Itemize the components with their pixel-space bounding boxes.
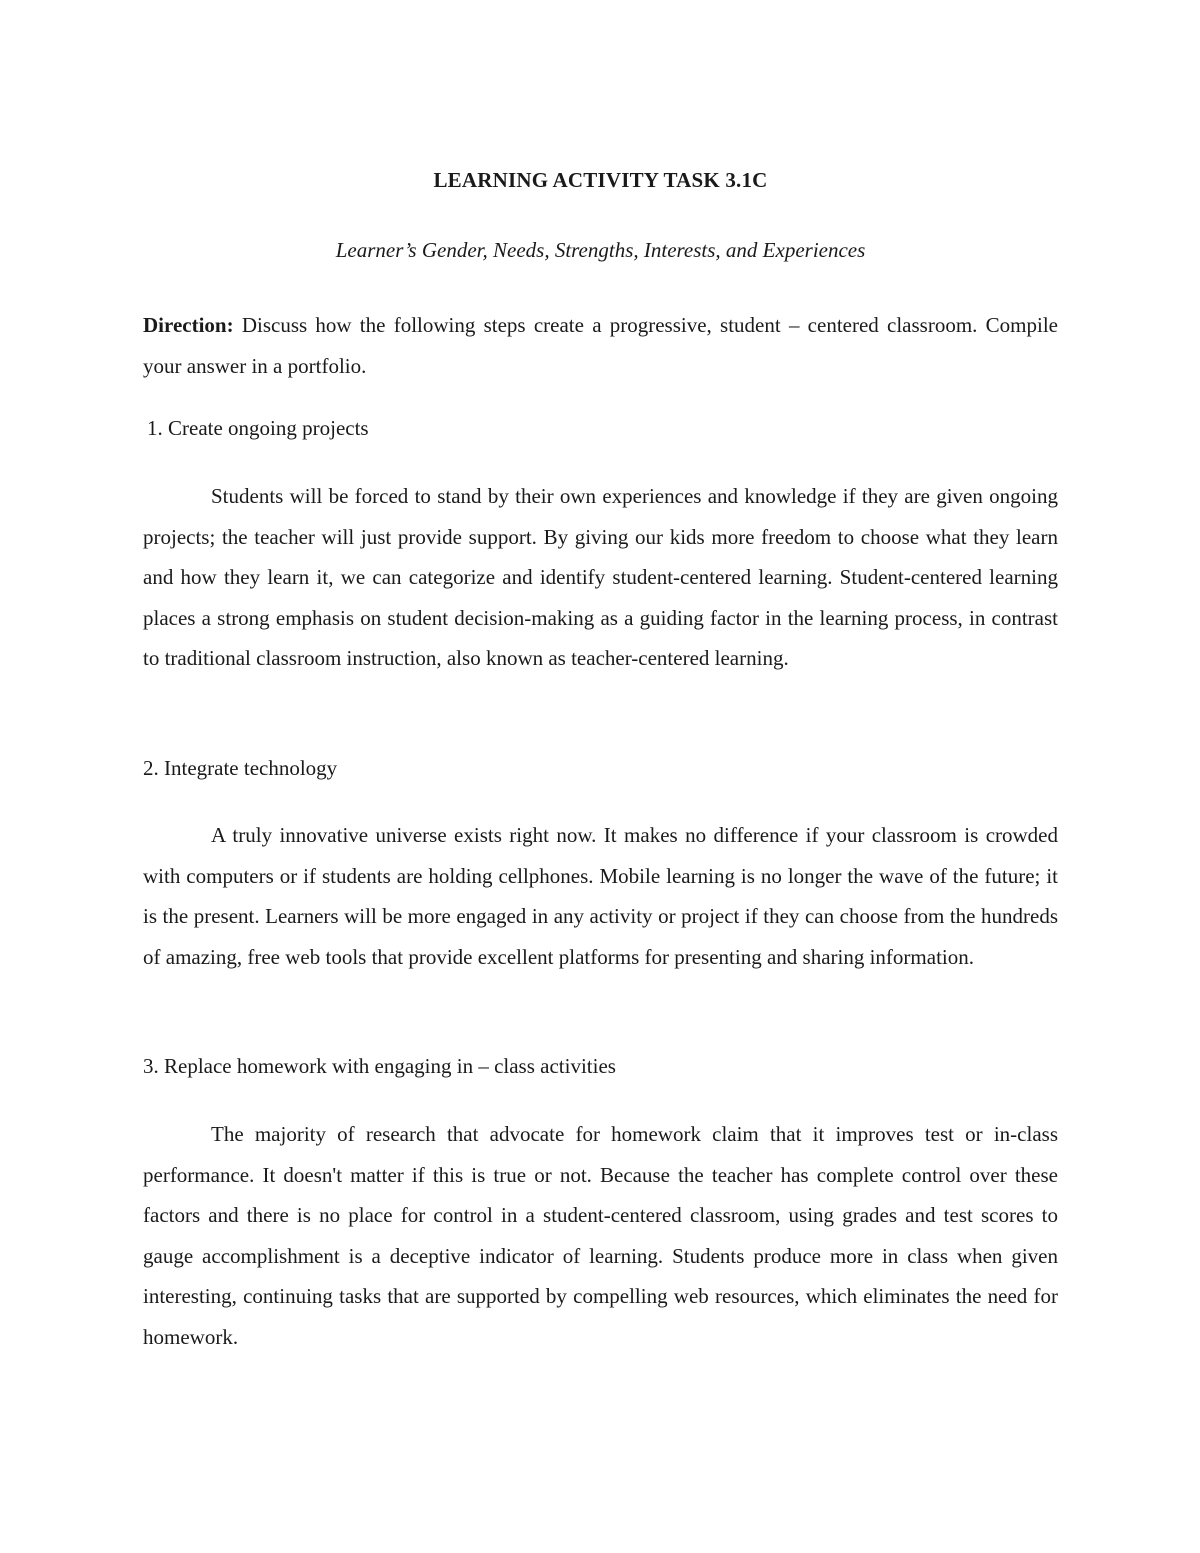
direction-label: Direction: (143, 313, 234, 337)
section-body-1: Students will be forced to stand by their own experiences and knowledge if they are given ongoing projects; the teacher will just provide support. By giving our kids more freedom to choose what they learn and how they learn it, we can categorize and identify student-centered learning. Student-centered learning places a strong emphasis on student decision-making as a guiding factor in the learning process, in contrast to traditional classroom instruction, also known as teacher-centered learning. (143, 484, 1058, 671)
direction-text: Discuss how the following steps create a progressive, student – centered classroom. Compile your answer in a portfolio. (143, 313, 1058, 378)
section-body-3: The majority of research that advocate for homework claim that it improves test or in-class performance. It doesn't matter if this is true or not. Because the teacher has complete control over these factors and there is no place for control in a student-centered classroom, using grades and test scores to gauge accomplishment is a deceptive indicator of learning. Students produce more in class when given interesting, continuing tasks that are supported by compelling web resources, which eliminates the need for homework. (143, 1122, 1058, 1349)
section-body-2: A truly innovative universe exists right now. It makes no difference if your classroom is crowded with computers or if students are holding cellphones. Mobile learning is no longer the wave of the future; it is the present. Learners will be more engaged in any activity or project if they can choose from the hundreds of amazing, free web tools that provide excellent platforms for presenting and sharing information. (143, 823, 1058, 969)
direction-paragraph (143, 305, 1058, 387)
document-title: LEARNING ACTIVITY TASK 3.1C (433, 168, 768, 192)
section-heading-1: 1. Create ongoing projects (147, 416, 369, 440)
section-heading-3: 3. Replace homework with engaging in – class activities (143, 1054, 616, 1078)
section-heading-2: 2. Integrate technology (143, 756, 338, 780)
document-subtitle: Learner’s Gender, Needs, Strengths, Interests, and Experiences (335, 238, 866, 262)
